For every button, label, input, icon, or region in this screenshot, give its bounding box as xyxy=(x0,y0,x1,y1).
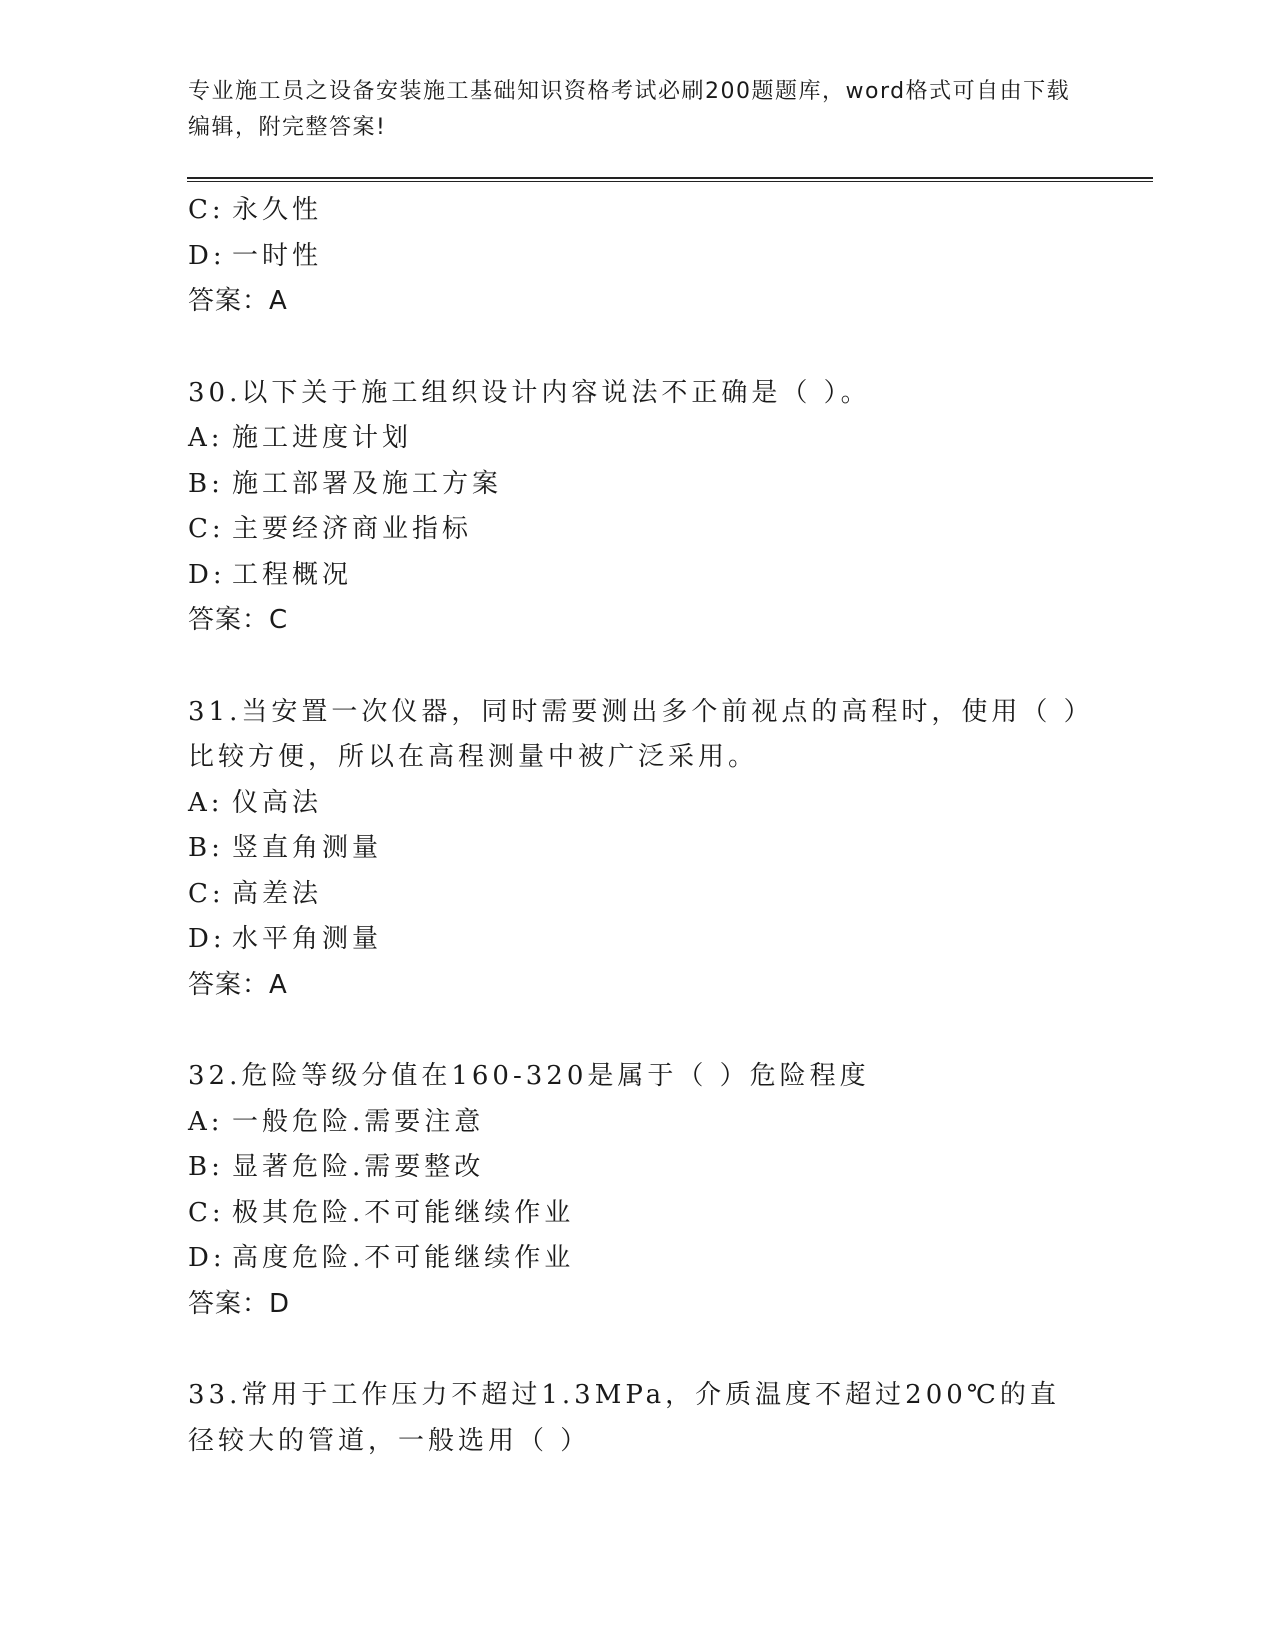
document-header xyxy=(188,74,1088,146)
answer-line: 答案：A xyxy=(188,286,288,316)
option-c: C: 永久性 xyxy=(188,195,323,225)
option-a: A: 仪高法 xyxy=(188,787,323,818)
option-d: D: 高度危险.不可能继续作业 xyxy=(188,1243,575,1273)
question-stem: 30.以下关于施工组织设计内容说法不正确是（ ）。 xyxy=(188,377,871,408)
answer-line: 答案：A xyxy=(188,969,288,1000)
option-a: A: 一般危险.需要注意 xyxy=(188,1106,485,1137)
question-list xyxy=(188,188,1088,1464)
option-a: A: 施工进度计划 xyxy=(188,423,413,453)
question-block-prev xyxy=(188,188,1088,325)
option-d: D: 水平角测量 xyxy=(188,924,383,954)
question-block-33 xyxy=(188,1373,1088,1464)
option-c: C: 高差法 xyxy=(188,878,323,909)
question-stem: 33.常用于工作压力不超过1.3MPa，介质温度不超过200℃的直径较大的管道，一般选用（ ） xyxy=(188,1380,1060,1456)
option-c: C: 极其危险.不可能继续作业 xyxy=(188,1197,575,1228)
spacer xyxy=(188,1327,1088,1373)
spacer xyxy=(188,325,1088,371)
option-b: B: 施工部署及施工方案 xyxy=(188,468,503,499)
option-d: D: 工程概况 xyxy=(188,559,353,590)
question-stem: 32.危险等级分值在160-320是属于（ ）危险程度 xyxy=(188,1061,870,1091)
option-c: C: 主要经济商业指标 xyxy=(188,514,473,544)
question-block-32 xyxy=(188,1054,1088,1327)
answer-line: 答案：C xyxy=(188,605,289,635)
option-b: B: 竖直角测量 xyxy=(188,833,383,863)
header-title: 专业施工员之设备安装施工基础知识资格考试必刷200题题库，word格式可自由下载编辑，附完整答案! xyxy=(188,79,1071,140)
question-block-30 xyxy=(188,371,1088,644)
spacer xyxy=(188,644,1088,690)
option-d: D: 一时性 xyxy=(188,240,323,271)
spacer xyxy=(188,1008,1088,1054)
answer-line: 答案：D xyxy=(188,1288,291,1319)
question-stem: 31.当安置一次仪器，同时需要测出多个前视点的高程时，使用（ ）比较方便，所以在高程测量中被广泛采用。 xyxy=(188,696,1081,772)
header-divider xyxy=(187,177,1153,182)
option-b: B: 显著危险.需要整改 xyxy=(188,1152,485,1182)
question-block-31 xyxy=(188,690,1088,1009)
